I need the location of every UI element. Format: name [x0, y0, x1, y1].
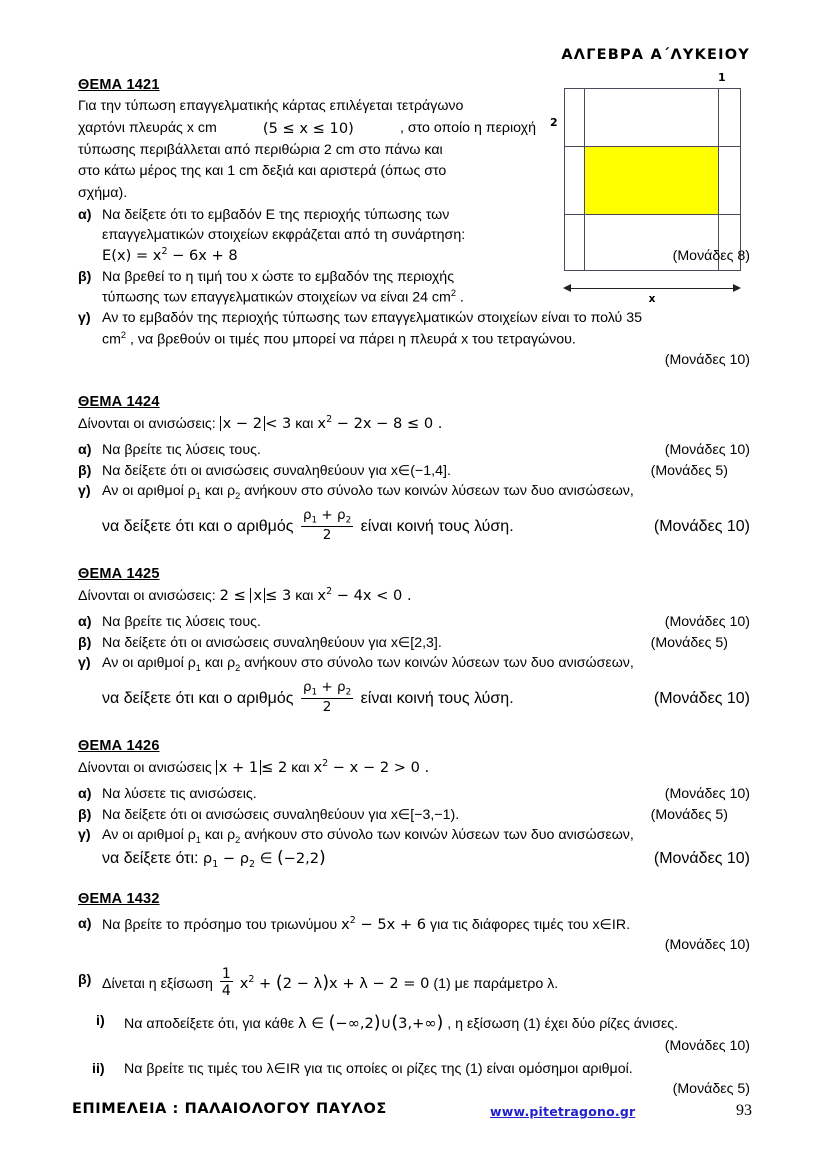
theme-1425-item-b	[78, 633, 750, 653]
theme-1426-item-b	[78, 805, 750, 825]
figure-label-left: 2	[550, 116, 558, 129]
page-footer	[0, 1101, 828, 1129]
theme-1421-item-c	[78, 308, 750, 350]
theme-1425-conj: και	[295, 587, 314, 604]
item-body-c: Αν οι αριθμοί $\rho_1$ και $\rho_2$ ανήκουν στο σύνολο των κοινών λύσεων των δυο ανισώσεων,	[102, 482, 634, 501]
theme-1426-item-c	[78, 825, 750, 847]
fraction-numerator: 1	[221, 965, 231, 982]
item-marker-b: β)	[78, 268, 92, 285]
fraction-rho-sum-over-2	[301, 508, 353, 543]
item-body-b	[102, 805, 750, 825]
theme-1426-item-a	[78, 784, 750, 804]
theme-1424-ineq2: $x^2 - 2x - 8 \le 0$ .	[317, 413, 443, 432]
theme-1426-a-monades: (Μονάδες 10)	[664, 786, 750, 803]
theme-1424-intro-prefix: Δίνονται οι ανισώσεις:	[78, 415, 216, 432]
theme-1425-tail-monades: (Μονάδες 10)	[653, 690, 750, 708]
item-marker-a: α)	[78, 786, 92, 803]
theme-1424-b-monades: (Μονάδες 5)	[650, 462, 728, 479]
item-body-c	[102, 308, 750, 350]
theme-1421-intro-line2-c: , στο οποίο η περιοχή	[399, 119, 536, 136]
item-body-a	[102, 612, 750, 632]
item-marker-c: γ)	[78, 827, 91, 843]
theme-1425-intro	[78, 585, 750, 607]
theme-block-1424	[78, 393, 750, 545]
item-body-ii: Να βρείτε τις τιμές του λ∈IR για τις οποίες οι ρίζες της (1) είναι ομόσημοι αριθμοί.	[124, 1060, 633, 1077]
item-body-a	[102, 440, 750, 460]
theme-1426-tail	[78, 847, 750, 870]
theme-1421-a-line2: επαγγελματικών στοιχείων εκφράζεται από τη συνάρτηση:	[102, 226, 466, 243]
trinomial-expr: $x^2 - 5x + 6$	[341, 915, 427, 934]
theme-1421-intro-line2	[78, 118, 536, 139]
theme-1426-b-text: Να δείξετε ότι οι ανισώσεις συναληθεύουν για x∈[−3,−1).	[102, 806, 460, 823]
item-body-b	[102, 267, 750, 309]
ineq-rel: ≤ 2	[261, 758, 288, 776]
item-marker-c: γ)	[78, 310, 91, 327]
item-body-a	[102, 784, 750, 804]
theme-1421-b-line1: Να βρεθεί το η τιμή του x ώστε το εμβαδόν της περιοχής	[102, 268, 455, 285]
item-body-i: Να αποδείξετε ότι, για κάθε λ ∈ (−∞,2)∪(3,+∞) , η εξίσωση (1) έχει δύο ρίζες άνισες.	[124, 1012, 679, 1033]
theme-block-1432	[78, 890, 750, 1099]
fraction-denominator: 2	[322, 527, 332, 543]
item-body-c: Αν οι αριθμοί $\rho_1$ και $\rho_2$ ανήκουν στο σύνολο των κοινών λύσεων των δυο ανισώσεων,	[102, 654, 634, 673]
figure-label-top-right: 1	[718, 71, 726, 84]
theme-1421-item-a	[78, 205, 750, 267]
theme-1432-item-ii	[78, 1059, 750, 1079]
ineq-lead: 2 ≤	[219, 586, 246, 604]
theme-1425-tail	[78, 681, 750, 716]
abs-expr: x	[250, 588, 265, 603]
theme-block-1421	[78, 76, 750, 371]
theme-1421-intro-line5: σχήμα).	[78, 184, 128, 201]
item-marker-a: α)	[78, 442, 92, 459]
theme-1425-item-a	[78, 612, 750, 632]
item-body-b	[102, 461, 750, 481]
theme-1432-i-monades: (Μονάδες 10)	[664, 1038, 750, 1055]
theme-1432-b-prefix: Δίνεται η εξίσωση	[102, 975, 213, 992]
theme-1426-ineq1	[216, 759, 288, 776]
theme-1421-a-formula-row	[102, 245, 750, 266]
fraction-rho-sum-over-2	[301, 680, 353, 715]
theme-1425-tail-prefix: να δείξετε ότι και ο αριθμός	[102, 690, 294, 708]
theme-title-1425: ΘΕΜΑ 1425	[78, 565, 160, 582]
theme-1425-intro-prefix: Δίνονται οι ανισώσεις:	[78, 587, 216, 604]
theme-1424-ineq1	[220, 415, 292, 432]
item-marker-c: γ)	[78, 654, 91, 671]
footer-website-link[interactable]: www.pitetragono.gr	[490, 1104, 636, 1119]
theme-1432-item-i	[78, 1011, 750, 1036]
theme-1426-ineq2: $x^2 - x - 2 > 0$ .	[313, 757, 430, 776]
theme-title-1421: ΘΕΜΑ 1421	[78, 77, 160, 93]
theme-title-1432: ΘΕΜΑ 1432	[78, 891, 160, 908]
theme-1424-a-text: Να βρείτε τις λύσεις τους.	[102, 442, 261, 459]
theme-1426-intro-prefix: Δίνονται οι ανισώσεις	[78, 759, 212, 776]
theme-1421-intro-line4: στο κάτω μέρος της και 1 cm δεξιά και αριστερά (όπως στο	[78, 163, 447, 180]
theme-1425-item-c	[78, 653, 750, 675]
theme-1425-tail-suffix: είναι κοινή τους λύση.	[360, 690, 514, 708]
item-marker-a: α)	[78, 614, 92, 631]
theme-1425-ineq2: $x^2 - 4x < 0$ .	[317, 585, 412, 604]
theme-1421-intro-line2-a: χαρτόνι πλευράς x cm	[78, 119, 217, 136]
theme-1421-c-line2: $cm^2$ , να βρεθούν οι τιμές που μπορεί να πάρει η πλευρά x του τετραγώνου.	[102, 329, 576, 348]
item-marker-b: β)	[78, 462, 92, 479]
fraction-numerator: $\rho_1 + \rho_2$	[302, 679, 352, 698]
document-body	[78, 76, 750, 1099]
item-marker-b: β)	[78, 634, 92, 651]
item-body-a	[102, 205, 750, 267]
theme-1424-item-a	[78, 440, 750, 460]
theme-1421-item-b	[78, 267, 750, 309]
theme-title-1426: ΘΕΜΑ 1426	[78, 737, 160, 754]
theme-1425-ineq1	[220, 587, 292, 604]
page-title: ΑΛΓΕΒΡΑ Α΄ΛΥΚΕΙΟΥ	[561, 47, 750, 63]
lambda-domain: λ ∈ (−∞,2)∪(3,+∞)	[298, 1012, 444, 1033]
item-body-c: Αν οι αριθμοί $\rho_1$ και $\rho_2$ ανήκουν στο σύνολο των κοινών λύσεων των δυο ανισώσεων,	[102, 827, 634, 845]
theme-1421-intro-line1: Για την τύπωση επαγγελματικής κάρτας επιλέγεται τετράγωνο	[78, 98, 464, 114]
theme-1424-tail-prefix: να δείξετε ότι και ο αριθμός	[102, 518, 294, 536]
item-body-b	[102, 633, 750, 653]
theme-title-1424: ΘΕΜΑ 1424	[78, 393, 160, 410]
theme-block-1425	[78, 565, 750, 717]
theme-1421-intro-line3: τύπωσης περιβάλλεται από περιθώρια 2 cm στο πάνω και	[78, 141, 443, 158]
theme-1432-a-monades: (Μονάδες 10)	[664, 937, 750, 954]
item-marker-a: α)	[78, 206, 92, 223]
fraction-one-fourth	[220, 967, 233, 1000]
theme-1424-tail	[78, 509, 750, 544]
theme-1426-a-text: Να λύσετε τις ανισώσεις.	[102, 786, 257, 803]
theme-1432-item-b	[78, 966, 750, 1001]
item-body-b	[102, 966, 750, 1001]
item-body-a: Να βρείτε το πρόσημο του τριωνύμου $x^2 - 5x + 6$ για τις διάφορες τιμές του x∈IR.	[102, 915, 631, 934]
theme-1432-item-a	[78, 914, 750, 935]
theme-1424-tail-text	[102, 509, 644, 544]
theme-1426-intro	[78, 757, 750, 779]
ineq-rel: ≤ 3	[265, 586, 292, 604]
theme-1424-tail-monades: (Μονάδες 10)	[653, 518, 750, 536]
theme-1424-item-b	[78, 461, 750, 481]
theme-1426-tail-math: $\rho_1 - \rho_2$ ∈ (−2,2)	[202, 847, 326, 871]
theme-1424-tail-suffix: είναι κοινή τους λύση.	[360, 518, 514, 536]
theme-1421-a-monades: (Μονάδες 8)	[672, 248, 750, 265]
theme-1426-tail-monades: (Μονάδες 10)	[653, 850, 750, 868]
theme-1424-b-text: Να δείξετε ότι οι ανισώσεις συναληθεύουν για x∈(−1,4].	[102, 462, 451, 479]
theme-1426-b-monades: (Μονάδες 5)	[650, 806, 728, 823]
fraction-numerator: $\rho_1 + \rho_2$	[302, 507, 352, 526]
theme-1424-conj: και	[295, 415, 314, 432]
theme-1421-a-line1: Να δείξετε ότι το εμβαδόν Ε της περιοχής τύπωσης των	[102, 206, 450, 223]
theme-1421-formula-E: $E(x) = x^2 - 6x + 8$	[102, 246, 238, 265]
theme-1425-b-text: Να δείξετε ότι οι ανισώσεις συναληθεύουν για x∈[2,3].	[102, 634, 442, 651]
ineq-rel: < 3	[265, 414, 292, 432]
item-marker-ii: ii)	[92, 1060, 105, 1077]
theme-1425-a-monades: (Μονάδες 10)	[664, 614, 750, 631]
item-marker-i: i)	[96, 1012, 105, 1029]
fraction-denominator: 4	[221, 983, 231, 1000]
footer-page-number: 93	[736, 1102, 752, 1119]
theme-1426-conj: και	[291, 759, 310, 776]
theme-1421-b-line2: τύπωσης των επαγγελματικών στοιχείων να είναι 24 $cm^2$ .	[102, 288, 464, 307]
fraction-denominator: 2	[322, 699, 332, 716]
theme-1425-b-monades: (Μονάδες 5)	[650, 634, 728, 651]
theme-1421-c-monades: (Μονάδες 10)	[664, 352, 750, 369]
item-marker-c: γ)	[78, 482, 91, 499]
theme-1425-tail-text	[102, 681, 644, 716]
theme-1432-b-suffix: (1) με παράμετρο λ.	[433, 975, 559, 992]
item-marker-b: β)	[78, 971, 92, 988]
theme-block-1426	[78, 737, 750, 871]
footer-author: ΕΠΙΜΕΛΕΙΑ : ΠΑΛΑΙΟΛΟΓΟΥ ΠΑΥΛΟΣ	[72, 1101, 387, 1117]
theme-1432-b-equation: $x^2 + (2 - \lambda)x + \lambda - 2 = 0$	[239, 972, 430, 993]
theme-1426-tail-text: να δείξετε ότι: $\rho_1 - \rho_2$ ∈ (−2,2)	[102, 847, 326, 871]
theme-1432-ii-monades: (Μονάδες 5)	[672, 1081, 750, 1098]
theme-1424-a-monades: (Μονάδες 10)	[664, 442, 750, 459]
item-marker-a: α)	[78, 916, 92, 933]
abs-expr: x + 1	[216, 760, 261, 775]
theme-1424-intro	[78, 413, 750, 435]
figure-label-bottom: x	[648, 293, 656, 305]
item-marker-b: β)	[78, 806, 92, 823]
theme-1421-range: (5 ≤ x ≤ 10)	[262, 119, 354, 137]
theme-1424-item-c	[78, 481, 750, 503]
theme-1421-c-line1: Αν το εμβαδόν της περιοχής τύπωσης των επαγγελματικών στοιχείων είναι το πολύ 35	[102, 310, 643, 327]
theme-1425-a-text: Να βρείτε τις λύσεις τους.	[102, 614, 261, 631]
abs-expr: x − 2	[220, 416, 265, 431]
